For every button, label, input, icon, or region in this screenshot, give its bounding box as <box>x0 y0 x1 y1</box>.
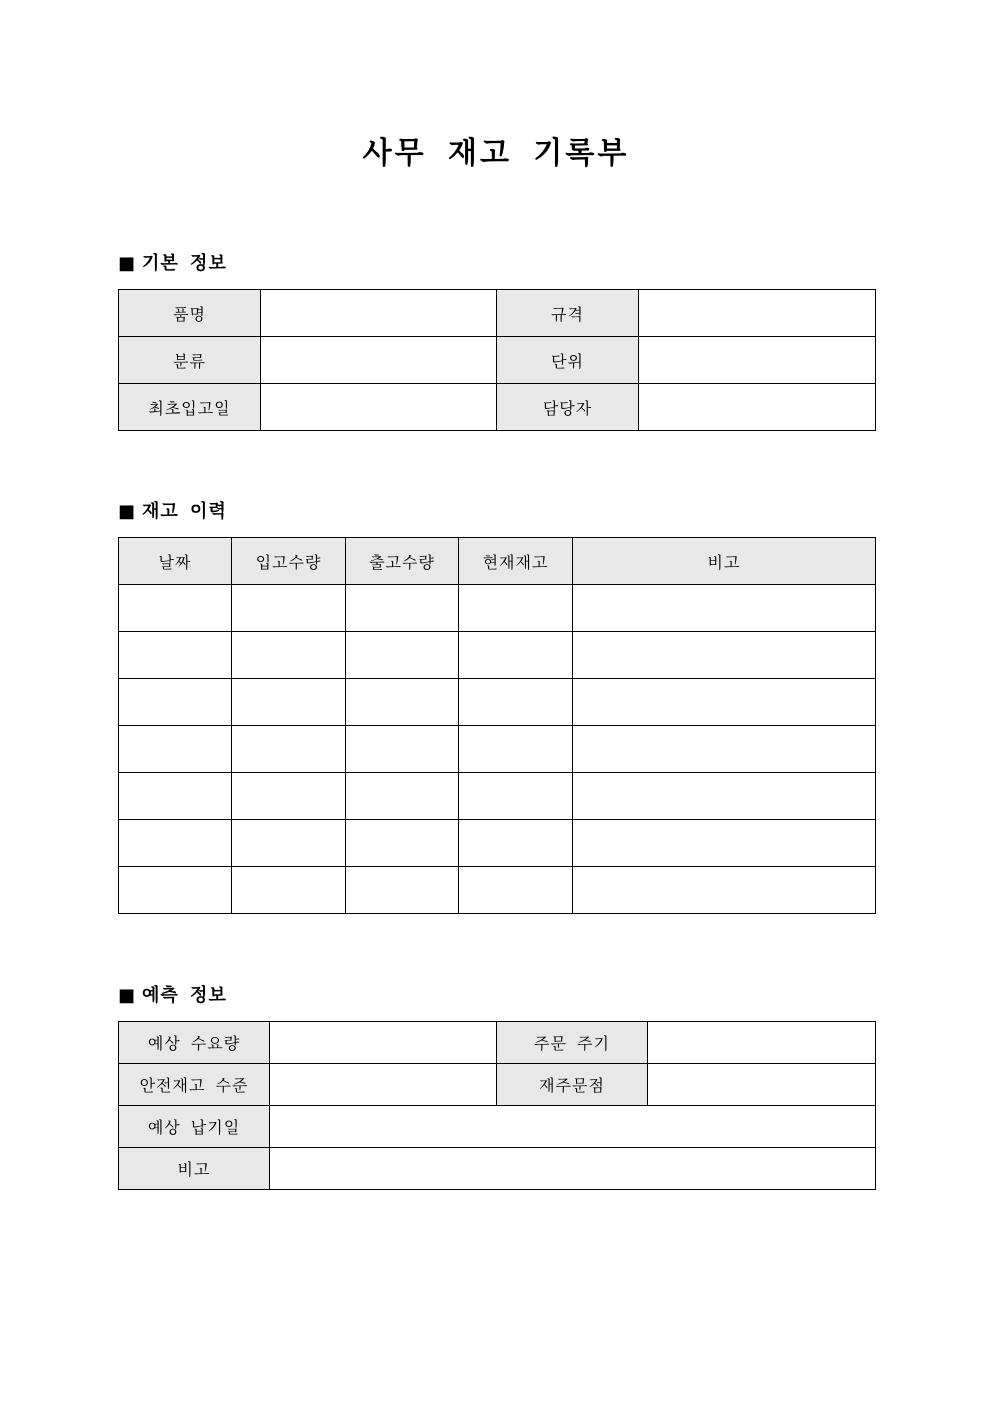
inventory-history-table <box>118 537 876 914</box>
date-cell[interactable] <box>119 632 232 679</box>
table-row <box>119 773 876 820</box>
remarks-cell[interactable] <box>573 820 876 867</box>
issued-qty-cell[interactable] <box>346 632 459 679</box>
section-heading-forecast <box>118 984 227 1008</box>
safety-stock-label: 안전재고 수준 <box>119 1064 270 1106</box>
forecast-info-row <box>119 1148 876 1190</box>
square-bullet-icon: ■ <box>118 501 137 522</box>
expected-demand-field[interactable] <box>270 1022 497 1064</box>
issued-qty-cell[interactable] <box>346 867 459 914</box>
document-title: 사무 재고 기록부 <box>362 136 630 171</box>
column-header-issued-qty: 출고수량 <box>346 538 459 585</box>
square-bullet-icon: ■ <box>118 253 137 274</box>
square-bullet-icon: ■ <box>118 985 137 1006</box>
current-stock-cell[interactable] <box>459 726 573 773</box>
received-qty-cell[interactable] <box>232 585 346 632</box>
received-qty-cell[interactable] <box>232 679 346 726</box>
reorder-point-label: 재주문점 <box>497 1064 648 1106</box>
unit-field[interactable] <box>639 337 876 384</box>
category-field[interactable] <box>261 337 497 384</box>
table-row <box>119 632 876 679</box>
received-qty-cell[interactable] <box>232 726 346 773</box>
date-cell[interactable] <box>119 726 232 773</box>
order-cycle-field[interactable] <box>648 1022 876 1064</box>
remarks-cell[interactable] <box>573 726 876 773</box>
issued-qty-cell[interactable] <box>346 820 459 867</box>
received-qty-cell[interactable] <box>232 820 346 867</box>
forecast-info-row <box>119 1064 876 1106</box>
remarks-cell[interactable] <box>573 679 876 726</box>
date-cell[interactable] <box>119 867 232 914</box>
spec-field[interactable] <box>639 290 876 337</box>
table-row <box>119 679 876 726</box>
table-row <box>119 820 876 867</box>
manager-field[interactable] <box>639 384 876 431</box>
date-cell[interactable] <box>119 585 232 632</box>
forecast-remarks-label: 비고 <box>119 1148 270 1190</box>
current-stock-cell[interactable] <box>459 773 573 820</box>
item-name-field[interactable] <box>261 290 497 337</box>
column-header-received-qty: 입고수량 <box>232 538 346 585</box>
date-cell[interactable] <box>119 679 232 726</box>
current-stock-cell[interactable] <box>459 679 573 726</box>
section-heading-forecast-label: 예측 정보 <box>142 985 227 1006</box>
section-heading-history-label: 재고 이력 <box>142 501 227 522</box>
expected-delivery-date-label: 예상 납기일 <box>119 1106 270 1148</box>
basic-info-row <box>119 290 876 337</box>
expected-delivery-date-field[interactable] <box>270 1106 876 1148</box>
current-stock-cell[interactable] <box>459 585 573 632</box>
date-cell[interactable] <box>119 773 232 820</box>
expected-demand-label: 예상 수요량 <box>119 1022 270 1064</box>
forecast-info-row <box>119 1106 876 1148</box>
item-name-label: 품명 <box>119 290 261 337</box>
basic-info-row <box>119 384 876 431</box>
current-stock-cell[interactable] <box>459 820 573 867</box>
current-stock-cell[interactable] <box>459 632 573 679</box>
column-header-remarks: 비고 <box>573 538 876 585</box>
issued-qty-cell[interactable] <box>346 585 459 632</box>
remarks-cell[interactable] <box>573 773 876 820</box>
column-header-date: 날짜 <box>119 538 232 585</box>
received-qty-cell[interactable] <box>232 867 346 914</box>
safety-stock-field[interactable] <box>270 1064 497 1106</box>
section-heading-basic <box>118 252 227 276</box>
remarks-cell[interactable] <box>573 585 876 632</box>
remarks-cell[interactable] <box>573 632 876 679</box>
first-receipt-date-field[interactable] <box>261 384 497 431</box>
forecast-remarks-field[interactable] <box>270 1148 876 1190</box>
current-stock-cell[interactable] <box>459 867 573 914</box>
table-row <box>119 867 876 914</box>
issued-qty-cell[interactable] <box>346 773 459 820</box>
forecast-info-table <box>118 1021 876 1190</box>
forecast-info-row <box>119 1022 876 1064</box>
unit-label: 단위 <box>497 337 639 384</box>
remarks-cell[interactable] <box>573 867 876 914</box>
received-qty-cell[interactable] <box>232 632 346 679</box>
spec-label: 규격 <box>497 290 639 337</box>
history-header-row <box>119 538 876 585</box>
basic-info-table <box>118 289 876 431</box>
section-heading-history <box>118 500 227 524</box>
reorder-point-field[interactable] <box>648 1064 876 1106</box>
category-label: 분류 <box>119 337 261 384</box>
manager-label: 담당자 <box>497 384 639 431</box>
basic-info-row <box>119 337 876 384</box>
date-cell[interactable] <box>119 820 232 867</box>
received-qty-cell[interactable] <box>232 773 346 820</box>
section-heading-basic-label: 기본 정보 <box>142 253 227 274</box>
order-cycle-label: 주문 주기 <box>497 1022 648 1064</box>
table-row <box>119 585 876 632</box>
column-header-current-stock: 현재재고 <box>459 538 573 585</box>
table-row <box>119 726 876 773</box>
first-receipt-date-label: 최초입고일 <box>119 384 261 431</box>
issued-qty-cell[interactable] <box>346 679 459 726</box>
issued-qty-cell[interactable] <box>346 726 459 773</box>
